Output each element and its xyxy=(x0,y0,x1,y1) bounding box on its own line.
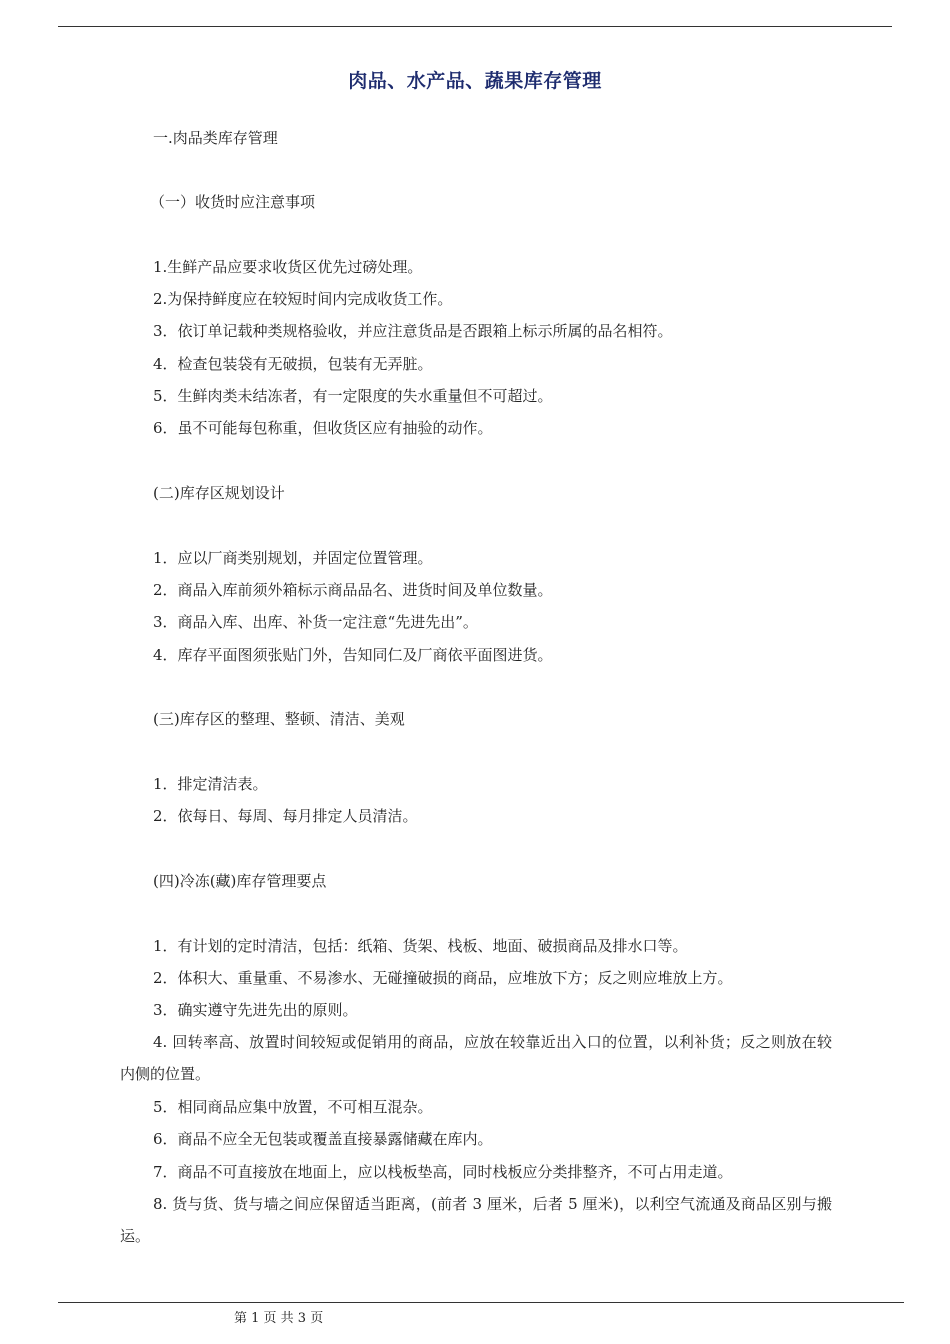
list-item: 5．相同商品应集中放置，不可相互混杂。 xyxy=(153,1098,433,1116)
list-item: 4．检查包装袋有无破损，包装有无弄脏。 xyxy=(153,355,433,373)
list-item: 2．依每日、每周、每月排定人员清洁。 xyxy=(153,807,418,825)
list-item: 7．商品不可直接放在地面上，应以栈板垫高，同时栈板应分类排整齐，不可占用走道。 xyxy=(153,1163,733,1181)
list-item: 2．商品入库前须外箱标示商品品名、进货时间及单位数量。 xyxy=(153,581,553,599)
list-item: 2.为保持鲜度应在较短时间内完成收货工作。 xyxy=(153,290,453,308)
list-item: 4. 回转率高、放置时间较短或促销用的商品，应放在较靠近出入口的位置，以利补货；反之则放在较内侧的位置。 xyxy=(120,1033,832,1083)
page-number: 第 1 页 共 3 页 xyxy=(234,1311,324,1326)
header-rule xyxy=(58,26,892,27)
list-item: 1．应以厂商类别规划，并固定位置管理。 xyxy=(153,549,433,567)
subsection-heading: (四)冷冻(藏)库存管理要点 xyxy=(153,872,327,890)
list-item: 5．生鲜肉类未结冻者，有一定限度的失水重量但不可超过。 xyxy=(153,387,553,405)
subsection-heading: (二)库存区规划设计 xyxy=(153,484,285,502)
list-item: 3．依订单记载种类规格验收，并应注意货品是否跟箱上标示所属的品名相符。 xyxy=(153,322,673,340)
subsection-heading: (三)库存区的整理、整顿、清洁、美观 xyxy=(153,710,405,728)
section-heading: 一.肉品类库存管理 xyxy=(153,129,278,147)
list-item: 1．有计划的定时清洁，包括：纸箱、货架、栈板、地面、破损商品及排水口等。 xyxy=(153,937,688,955)
list-item: 4．库存平面图须张贴门外，告知同仁及厂商依平面图进货。 xyxy=(153,646,553,664)
list-item: 1.生鲜产品应要求收货区优先过磅处理。 xyxy=(153,258,423,276)
list-item: 6．商品不应全无包装或覆盖直接暴露储藏在库内。 xyxy=(153,1130,493,1148)
list-item: 6．虽不可能每包称重，但收货区应有抽验的动作。 xyxy=(153,419,493,437)
footer-rule xyxy=(58,1302,904,1303)
document-title: 肉品、水产品、蔬果库存管理 xyxy=(348,70,602,92)
list-item: 8. 货与货、货与墙之间应保留适当距离，(前者 3 厘米，后者 5 厘米)，以利空气流通及商品区别与搬运。 xyxy=(120,1195,832,1245)
list-item: 3．商品入库、出库、补货一定注意“先进先出”。 xyxy=(153,613,478,631)
list-item: 1．排定清洁表。 xyxy=(153,775,268,793)
list-item: 3．确实遵守先进先出的原则。 xyxy=(153,1001,358,1019)
list-item: 2．体积大、重量重、不易渗水、无碰撞破损的商品，应堆放下方；反之则应堆放上方。 xyxy=(153,969,733,987)
subsection-heading: （一）收货时应注意事项 xyxy=(150,193,316,211)
